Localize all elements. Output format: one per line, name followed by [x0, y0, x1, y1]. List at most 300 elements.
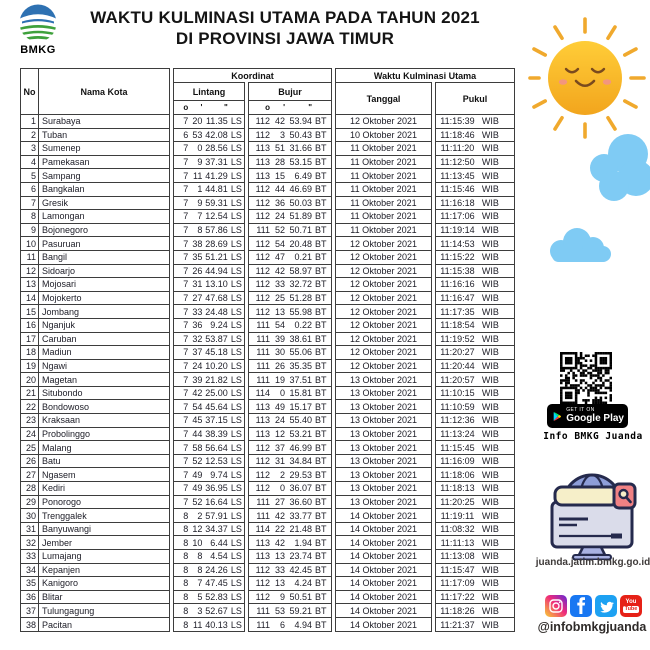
table-row: [336, 129, 431, 143]
table-row: [336, 604, 431, 618]
latitude-seconds: 13.10: [205, 279, 228, 290]
table-row: [174, 265, 244, 279]
row-number: 13: [21, 278, 39, 291]
table-row: [336, 197, 431, 211]
culmination-time: 11:20:25: [440, 496, 475, 507]
latitude-hemisphere: LS: [230, 211, 242, 222]
table-row: [336, 360, 431, 374]
table-row: [436, 237, 514, 251]
table-row: [174, 509, 244, 523]
row-number: 7: [21, 197, 39, 210]
city-name: Pacitan: [42, 619, 73, 630]
latitude-hemisphere: LS: [230, 238, 242, 249]
longitude-degrees: 113: [255, 401, 270, 412]
longitude-minutes: 24: [274, 415, 285, 426]
table-row: [174, 618, 244, 632]
latitude-minutes: 45: [192, 415, 203, 426]
column-block-city: [20, 68, 170, 632]
table-row: [174, 604, 244, 618]
table-row: [21, 169, 169, 183]
latitude-hemisphere: LS: [230, 116, 242, 127]
latitude-seconds: 56.64: [205, 442, 228, 453]
latitude-degrees: 7: [183, 306, 189, 317]
longitude-hemisphere: BT: [315, 551, 327, 562]
table-row: [174, 346, 244, 360]
culmination-date: 13 Oktober 2021: [349, 388, 418, 399]
longitude-minutes: 33: [274, 279, 285, 290]
table-row: [21, 509, 169, 523]
table-row: [174, 468, 244, 482]
latitude-degrees: 7: [183, 347, 189, 358]
row-number: 9: [21, 224, 39, 237]
minute-symbol: ': [283, 103, 285, 112]
title-line1: WAKTU KULMINASI UTAMA PADA TAHUN 2021: [90, 8, 480, 27]
cloud-icon: [586, 128, 650, 206]
longitude-seconds: 55.40: [289, 415, 312, 426]
table-row: [436, 604, 514, 618]
culmination-time: 11:21:37: [440, 619, 475, 630]
longitude-degrees: 111: [256, 510, 270, 521]
table-row: [21, 496, 169, 510]
table-row: [436, 400, 514, 414]
twitter-icon[interactable]: [595, 595, 617, 617]
header-koordinat: Koordinat: [173, 68, 332, 82]
table-row: [249, 400, 331, 414]
table-row: [174, 305, 244, 319]
latitude-degrees: 7: [183, 374, 189, 385]
culmination-date: 13 Oktober 2021: [349, 401, 418, 412]
longitude-hemisphere: BT: [315, 293, 327, 304]
table-row: [21, 360, 169, 374]
longitude-hemisphere: BT: [315, 442, 327, 453]
longitude-seconds: 55.06: [289, 347, 312, 358]
table-row: [21, 210, 169, 224]
longitude-seconds: 42.45: [289, 564, 312, 575]
latitude-seconds: 51.21: [205, 252, 228, 263]
table-row: [174, 591, 244, 605]
longitude-seconds: 1.94: [294, 537, 312, 548]
longitude-hemisphere: BT: [315, 333, 327, 344]
culmination-time: 11:10:15: [440, 388, 475, 399]
city-name: Jombang: [42, 306, 80, 317]
longitude-hemisphere: BT: [315, 619, 327, 630]
city-name: Bondowoso: [42, 401, 90, 412]
latitude-degrees: 7: [183, 184, 189, 195]
row-number: 18: [21, 346, 39, 359]
table-row: [249, 496, 331, 510]
latitude-seconds: 45.64: [205, 401, 228, 412]
table-row: [174, 441, 244, 455]
latitude-seconds: 40.13: [205, 619, 228, 630]
facebook-icon[interactable]: [570, 595, 592, 617]
table-row: [174, 115, 244, 129]
table-row: [249, 604, 331, 618]
table-row: [249, 156, 331, 170]
timezone: WIB: [481, 197, 499, 208]
latitude-hemisphere: LS: [230, 428, 242, 439]
culmination-date: 14 Oktober 2021: [349, 578, 418, 589]
latitude-minutes: 11: [193, 170, 203, 181]
longitude-hemisphere: BT: [315, 225, 327, 236]
longitude-degrees: 113: [255, 157, 270, 168]
city-name: Nganjuk: [42, 320, 76, 331]
row-number: 21: [21, 387, 39, 400]
longitude-minutes: 25: [274, 293, 285, 304]
timezone: WIB: [481, 483, 499, 494]
table-row: [174, 319, 244, 333]
table-row: [21, 373, 169, 387]
longitude-hemisphere: BT: [315, 374, 327, 385]
timezone: WIB: [481, 184, 499, 195]
table-row: [249, 169, 331, 183]
header-waktu-kulminasi: Waktu Kulminasi Utama: [335, 68, 515, 82]
row-number: 27: [21, 468, 39, 481]
table-row: [336, 292, 431, 306]
row-number: 26: [21, 455, 39, 468]
googleplay-get-it-on: GET IT ON: [566, 407, 595, 413]
latitude-hemisphere: LS: [230, 279, 242, 290]
longitude-minutes: 53: [274, 605, 285, 616]
longitude-hemisphere: BT: [315, 116, 327, 127]
timezone: WIB: [481, 442, 499, 453]
table-row: [174, 292, 244, 306]
longitude-hemisphere: BT: [315, 157, 327, 168]
table-row: [249, 346, 331, 360]
longitude-minutes: 13: [274, 578, 285, 589]
timezone: WIB: [481, 333, 499, 344]
table-row: [436, 509, 514, 523]
longitude-hemisphere: BT: [315, 537, 327, 548]
latitude-minutes: 49: [192, 469, 203, 480]
city-name: Magetan: [42, 374, 78, 385]
culmination-time: 11:18:26: [440, 605, 475, 616]
longitude-degrees: 112: [255, 564, 270, 575]
culmination-date: 13 Oktober 2021: [349, 442, 418, 453]
latitude-degrees: 7: [183, 211, 189, 222]
longitude-degrees: 112: [255, 442, 270, 453]
city-name: Situbondo: [42, 388, 83, 399]
longitude-minutes: 44: [274, 184, 285, 195]
table-row: [21, 387, 169, 401]
latitude-hemisphere: LS: [230, 197, 242, 208]
longitude-seconds: 53.21: [289, 428, 312, 439]
row-number: 37: [21, 604, 39, 617]
row-number: 20: [21, 373, 39, 386]
table-row: [249, 591, 331, 605]
longitude-degrees: 113: [255, 170, 270, 181]
latitude-degrees: 7: [183, 456, 189, 467]
latitude-degrees: 7: [183, 442, 189, 453]
latitude-seconds: 24.26: [205, 564, 228, 575]
table-row: [174, 169, 244, 183]
longitude-minutes: 0: [279, 388, 285, 399]
table-row: [174, 278, 244, 292]
table-row: [336, 509, 431, 523]
longitude-minutes: 33: [274, 564, 285, 575]
culmination-time: 11:19:11: [440, 510, 475, 521]
longitude-minutes: 26: [274, 360, 285, 371]
latitude-hemisphere: LS: [230, 320, 242, 331]
instagram-icon[interactable]: [545, 595, 567, 617]
longitude-hemisphere: BT: [315, 279, 327, 290]
latitude-hemisphere: LS: [230, 333, 242, 344]
latitude-seconds: 24.48: [205, 306, 228, 317]
latitude-seconds: 28.69: [205, 238, 228, 249]
longitude-seconds: 59.21: [289, 605, 312, 616]
table-row: [336, 441, 431, 455]
timezone: WIB: [481, 211, 499, 222]
longitude-seconds: 38.61: [289, 333, 312, 344]
city-name: Lamongan: [42, 211, 85, 222]
degree-symbol: o: [265, 103, 270, 112]
culmination-time: 11:15:22: [440, 252, 475, 263]
latitude-degrees: 8: [183, 619, 189, 630]
timezone: WIB: [481, 428, 499, 439]
longitude-seconds: 36.07: [289, 483, 312, 494]
longitude-minutes: 13: [274, 551, 285, 562]
table-row: [174, 496, 244, 510]
latitude-minutes: 12: [192, 524, 203, 535]
latitude-minutes: 2: [197, 510, 203, 521]
culmination-date: 14 Oktober 2021: [349, 510, 418, 521]
google-play-badge[interactable]: [547, 404, 628, 428]
latitude-hemisphere: LS: [230, 388, 242, 399]
latitude-degrees: 6: [183, 129, 189, 140]
table-row: [436, 482, 514, 496]
longitude-degrees: 111: [256, 374, 270, 385]
culmination-date: 13 Oktober 2021: [349, 428, 418, 439]
longitude-degrees: 113: [255, 551, 270, 562]
longitude-degrees: 114: [255, 524, 270, 535]
longitude-seconds: 53.15: [289, 157, 312, 168]
latitude-hemisphere: LS: [230, 483, 242, 494]
table-row: [174, 550, 244, 564]
table-row: [174, 387, 244, 401]
table-row: [436, 142, 514, 156]
table-row: [336, 224, 431, 238]
longitude-minutes: 36: [274, 197, 285, 208]
city-name: Batu: [42, 456, 61, 467]
timezone: WIB: [481, 116, 499, 127]
row-number: 33: [21, 550, 39, 563]
table-row: [249, 441, 331, 455]
table-row: [21, 251, 169, 265]
longitude-seconds: 35.35: [289, 360, 312, 371]
row-number: 14: [21, 292, 39, 305]
longitude-degrees: 111: [256, 225, 270, 236]
table-row: [249, 197, 331, 211]
longitude-minutes: 42: [274, 265, 285, 276]
table-row: [249, 428, 331, 442]
longitude-hemisphere: BT: [315, 483, 327, 494]
latitude-minutes: 54: [192, 401, 203, 412]
city-name: Sumenep: [42, 143, 81, 154]
longitude-degrees: 112: [255, 578, 270, 589]
latitude-seconds: 47.45: [205, 578, 228, 589]
table-row: [21, 550, 169, 564]
row-number: 10: [21, 237, 39, 250]
row-number: 38: [21, 618, 39, 632]
longitude-minutes: 31: [274, 456, 285, 467]
latitude-seconds: 12.53: [205, 456, 228, 467]
table-row: [436, 618, 514, 632]
culmination-date: 13 Oktober 2021: [349, 415, 418, 426]
table-row: [436, 305, 514, 319]
longitude-degrees: 112: [255, 293, 270, 304]
longitude-hemisphere: BT: [315, 564, 327, 575]
longitude-degrees: 112: [255, 129, 270, 140]
table-row: [436, 156, 514, 170]
latitude-seconds: 11.35: [205, 116, 228, 127]
longitude-degrees: 112: [255, 592, 270, 603]
table-row: [336, 523, 431, 537]
latitude-hemisphere: LS: [230, 578, 242, 589]
longitude-seconds: 20.48: [289, 238, 312, 249]
latitude-minutes: 31: [192, 279, 203, 290]
culmination-time: 11:16:47: [440, 293, 475, 304]
culmination-date: 14 Oktober 2021: [349, 524, 418, 535]
latitude-degrees: 7: [183, 483, 189, 494]
city-name: Lumajang: [42, 551, 82, 562]
table-row: [174, 536, 244, 550]
culmination-date: 12 Oktober 2021: [349, 320, 418, 331]
longitude-hemisphere: BT: [315, 197, 327, 208]
latitude-degrees: 7: [183, 252, 189, 263]
longitude-degrees: 113: [255, 415, 270, 426]
longitude-degrees: 112: [255, 265, 270, 276]
bmkg-logo-icon: [17, 4, 59, 44]
timezone: WIB: [481, 619, 499, 630]
latitude-hemisphere: LS: [230, 306, 242, 317]
latitude-degrees: 7: [183, 428, 189, 439]
culmination-time: 11:18:06: [440, 469, 475, 480]
latitude-minutes: 8: [197, 551, 203, 562]
timezone: WIB: [481, 456, 499, 467]
latitude-hemisphere: LS: [230, 170, 242, 181]
longitude-degrees: 111: [256, 347, 270, 358]
table-row: [174, 482, 244, 496]
culmination-date: 12 Oktober 2021: [349, 238, 418, 249]
latitude-seconds: 59.31: [205, 197, 228, 208]
latitude-seconds: 10.20: [205, 360, 228, 371]
culmination-date: 11 Oktober 2021: [350, 225, 417, 236]
latitude-minutes: 10: [192, 537, 203, 548]
table-row: [436, 373, 514, 387]
latitude-degrees: 7: [183, 401, 189, 412]
row-number: 8: [21, 210, 39, 223]
culmination-time: 11:19:52: [440, 333, 475, 344]
table-row: [336, 387, 431, 401]
latitude-degrees: 7: [183, 496, 189, 507]
longitude-minutes: 19: [274, 374, 285, 385]
culmination-date: 12 Oktober 2021: [349, 116, 418, 127]
app-name: Info BMKG Juanda: [543, 431, 643, 442]
timezone: WIB: [481, 265, 499, 276]
culmination-date: 14 Oktober 2021: [349, 592, 418, 603]
latitude-hemisphere: LS: [230, 293, 242, 304]
row-number: 5: [21, 169, 39, 182]
latitude-seconds: 36.95: [205, 483, 228, 494]
timezone: WIB: [481, 157, 499, 168]
latitude-seconds: 53.87: [205, 333, 228, 344]
table-row: [21, 333, 169, 347]
culmination-time: 11:20:57: [440, 374, 475, 385]
table-row: [436, 414, 514, 428]
table-row: [174, 428, 244, 442]
table-row: [21, 482, 169, 496]
table-row: [436, 169, 514, 183]
longitude-hemisphere: BT: [315, 388, 327, 399]
latitude-hemisphere: LS: [230, 143, 242, 154]
website-url[interactable]: juanda.jatim.bmkg.go.id: [535, 557, 650, 568]
row-number: 31: [21, 523, 39, 536]
culmination-date: 13 Oktober 2021: [349, 483, 418, 494]
longitude-seconds: 6.49: [294, 170, 312, 181]
longitude-degrees: 111: [256, 496, 270, 507]
latitude-seconds: 41.29: [205, 170, 228, 181]
culmination-time: 11:15:45: [440, 442, 475, 453]
row-number: 32: [21, 536, 39, 549]
table-row: [436, 441, 514, 455]
qr-code[interactable]: [560, 352, 612, 404]
timezone: WIB: [481, 306, 499, 317]
city-name: Ngasem: [42, 469, 76, 480]
youtube-icon[interactable]: You Tube: [620, 595, 642, 617]
latitude-minutes: 32: [192, 333, 203, 344]
latitude-degrees: 7: [183, 265, 189, 276]
culmination-date: 11 Oktober 2021: [350, 184, 417, 195]
table-row: [336, 210, 431, 224]
latitude-hemisphere: LS: [230, 510, 242, 521]
page-title: [70, 7, 500, 49]
culmination-date: 12 Oktober 2021: [349, 293, 418, 304]
table-row: [436, 536, 514, 550]
timezone: WIB: [481, 388, 499, 399]
table-row: [174, 564, 244, 578]
longitude-degrees: 111: [256, 360, 270, 371]
table-row: [174, 251, 244, 265]
row-number: 12: [21, 265, 39, 278]
longitude-seconds: 15.17: [289, 401, 312, 412]
latitude-degrees: 7: [183, 197, 189, 208]
longitude-hemisphere: BT: [315, 496, 327, 507]
city-name: Sampang: [42, 170, 81, 181]
latitude-seconds: 9.24: [210, 320, 228, 331]
city-name: Blitar: [42, 592, 63, 603]
table-row: [249, 373, 331, 387]
latitude-minutes: 0: [197, 143, 203, 154]
bmkg-logo-text: BMKG: [20, 44, 56, 56]
table-row: [436, 333, 514, 347]
table-row: [21, 400, 169, 414]
longitude-seconds: 51.28: [289, 293, 312, 304]
second-symbol: ": [308, 103, 312, 112]
culmination-time: 11:18:54: [440, 320, 475, 331]
table-row: [436, 468, 514, 482]
table-row: [249, 564, 331, 578]
longitude-degrees: 111: [256, 605, 270, 616]
city-name: Tulungagung: [42, 605, 95, 616]
column-block-longitude: [248, 82, 332, 632]
latitude-minutes: 44: [192, 428, 203, 439]
latitude-minutes: 9: [197, 157, 203, 168]
longitude-seconds: 33.77: [289, 510, 312, 521]
table-row: [249, 292, 331, 306]
table-row: [21, 604, 169, 618]
longitude-minutes: 28: [274, 157, 285, 168]
table-row: [249, 577, 331, 591]
degree-symbol: o: [183, 103, 189, 112]
